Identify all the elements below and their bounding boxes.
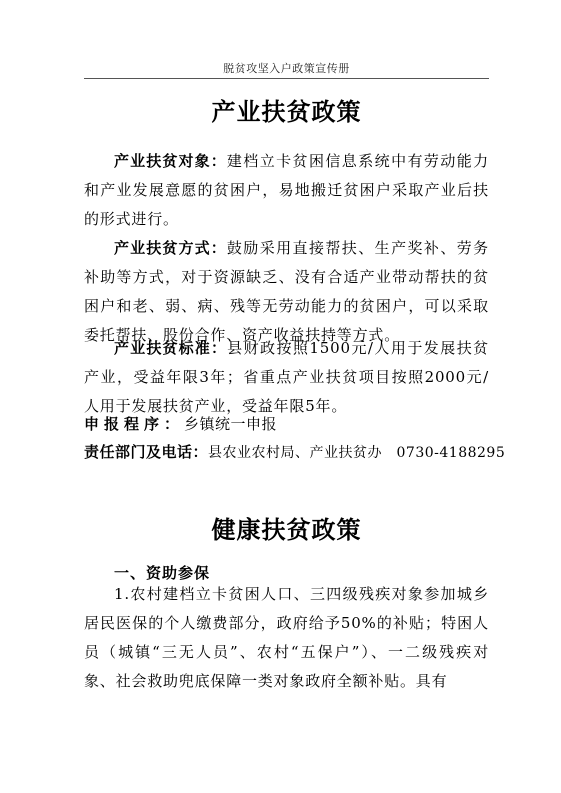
text-industry-standard: 县财政按照1500元/人用于发展扶贫产业，受益年限3年；省重点产业扶贫项目按照2000元/人用于发展扶贫产业，受益年限5年。 bbox=[84, 339, 489, 415]
label-industry-method: 产业扶贫方式： bbox=[114, 239, 227, 257]
label-contact: 责任部门及电话： bbox=[84, 443, 209, 461]
label-industry-target: 产业扶贫对象： bbox=[114, 152, 227, 170]
contact-line bbox=[84, 438, 506, 468]
paragraph-industry-method bbox=[84, 234, 489, 350]
procedure-line bbox=[84, 410, 489, 439]
header-rule bbox=[84, 78, 489, 79]
paragraph-industry-standard bbox=[84, 334, 489, 421]
section-title-health: 健康扶贫政策 bbox=[211, 515, 362, 544]
label-procedure: 申报程序： bbox=[84, 415, 185, 433]
label-industry-standard: 产业扶贫标准： bbox=[114, 339, 228, 357]
section-title-industry: 产业扶贫政策 bbox=[211, 97, 362, 126]
text-procedure: 乡镇统一申报 bbox=[184, 415, 278, 433]
text-contact: 县农业农村局、产业扶贫办 0730-4188295 bbox=[208, 445, 506, 461]
paragraph-industry-target bbox=[84, 147, 489, 234]
text-industry-target: 建档立卡贫困信息系统中有劳动能力和产业发展意愿的贫困户，易地搬迁贫困户采取产业后扶的形式进行。 bbox=[84, 152, 489, 228]
paragraph-health-insurance: 1.农村建档立卡贫困人口、三四级残疾对象参加城乡居民医保的个人缴费部分，政府给予50%的补贴；特困人员（城镇“三无人员”、农村“五保户”）、一二级残疾对象、社会救助兜底保障一类对象政府全额补贴。具有 bbox=[84, 585, 489, 690]
text-industry-method: 鼓励采用直接帮扶、生产奖补、劳务补助等方式，对于资源缺乏、没有合适产业带动帮扶的贫困户和老、弱、病、残等无劳动能力的贫困户，可以采取委托帮扶、股份合作、资产收益扶持等方式。 bbox=[84, 239, 489, 344]
running-header: 脱贫攻坚入户政策宣传册 bbox=[223, 62, 350, 75]
subheading-insurance: 一、资助参保 bbox=[114, 564, 211, 582]
